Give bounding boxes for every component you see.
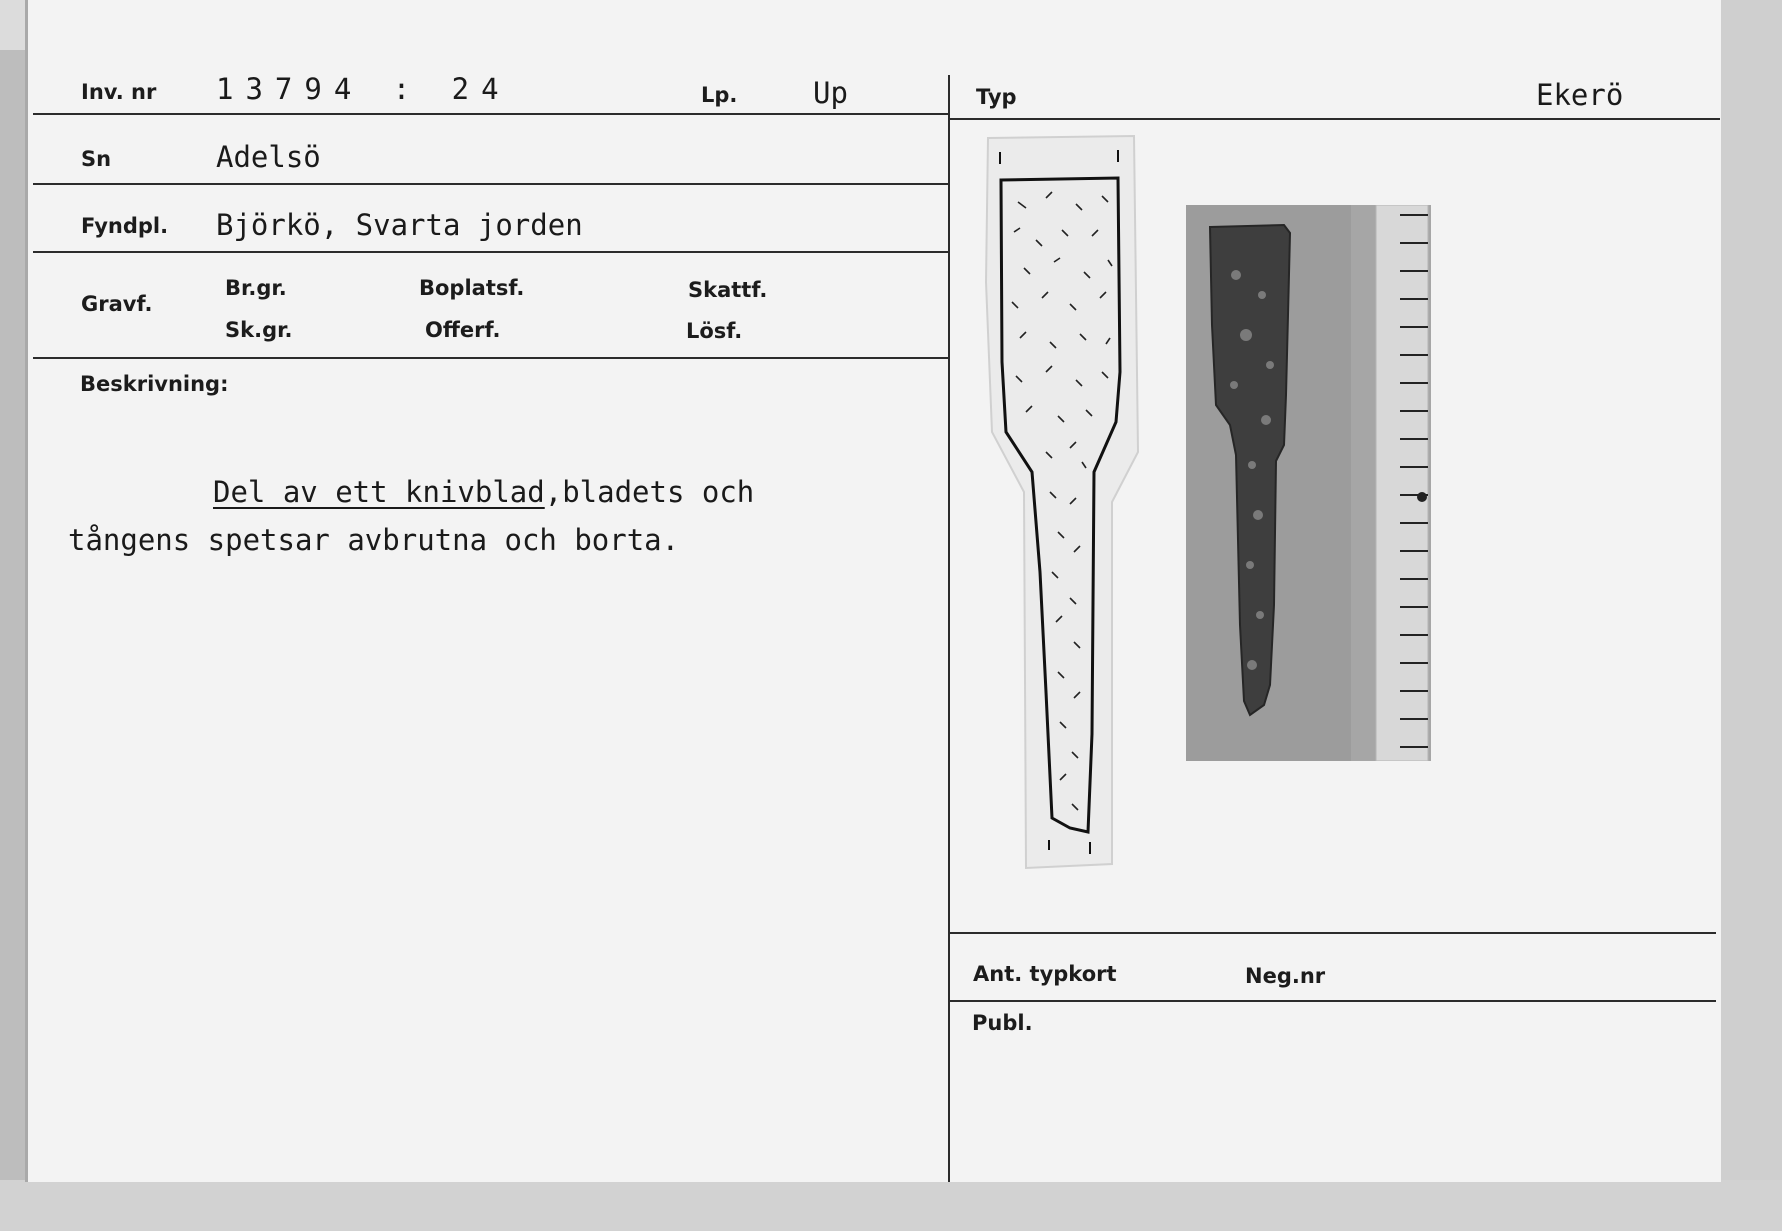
sn-value: Adelsö xyxy=(216,140,321,174)
inv-nr-value: 13794 : 24 xyxy=(216,72,511,106)
scan-background-right xyxy=(1718,0,1782,1231)
knife-photograph xyxy=(1186,205,1431,761)
offerf-option: Offerf. xyxy=(425,318,501,342)
inv-nr-label: Inv. nr xyxy=(81,80,157,104)
rule-fyndpl xyxy=(33,251,948,253)
ant-typkort-label: Ant. typkort xyxy=(973,962,1117,986)
fyndpl-label: Fyndpl. xyxy=(81,214,169,238)
description-line-1-rest: ,bladets och xyxy=(544,475,755,509)
br-gr-option: Br.gr. xyxy=(225,276,287,300)
lp-label: Lp. xyxy=(701,83,738,107)
boplatsf-option: Boplatsf. xyxy=(419,276,525,300)
description-line-1 xyxy=(68,468,754,516)
fyndpl-value: Björkö, Svarta jorden xyxy=(216,208,583,242)
rule-ant-typkort-top xyxy=(950,932,1716,934)
rule-typ xyxy=(950,118,1720,120)
lp-value: Up xyxy=(813,76,848,110)
column-divider xyxy=(948,75,950,1182)
publ-label: Publ. xyxy=(972,1011,1033,1035)
description-text xyxy=(68,468,754,564)
rule-publ-top xyxy=(950,1000,1716,1002)
scan-background-bottom xyxy=(0,1180,1782,1231)
sn-label: Sn xyxy=(81,147,112,171)
knife-drawing xyxy=(966,132,1166,872)
neg-nr-label: Neg.nr xyxy=(1245,964,1326,988)
losf-option: Lösf. xyxy=(686,319,743,343)
rule-inv xyxy=(33,113,948,115)
description-line-2: tångens spetsar avbrutna och borta. xyxy=(68,523,680,557)
rule-gravf xyxy=(33,357,948,359)
beskrivning-label: Beskrivning: xyxy=(80,372,229,396)
scale-ruler xyxy=(1376,205,1428,761)
region-value: Ekerö xyxy=(1536,78,1624,112)
gravf-label: Gravf. xyxy=(81,292,153,316)
sk-gr-option: Sk.gr. xyxy=(225,318,293,342)
ruler-pin xyxy=(1417,492,1427,502)
catalog-card xyxy=(25,0,1721,1182)
tracing-paper-background xyxy=(986,136,1138,868)
description-underlined: Del av ett knivblad xyxy=(213,475,545,509)
rule-sn xyxy=(33,183,948,185)
typ-label: Typ xyxy=(976,85,1017,109)
skattf-option: Skattf. xyxy=(688,278,768,302)
